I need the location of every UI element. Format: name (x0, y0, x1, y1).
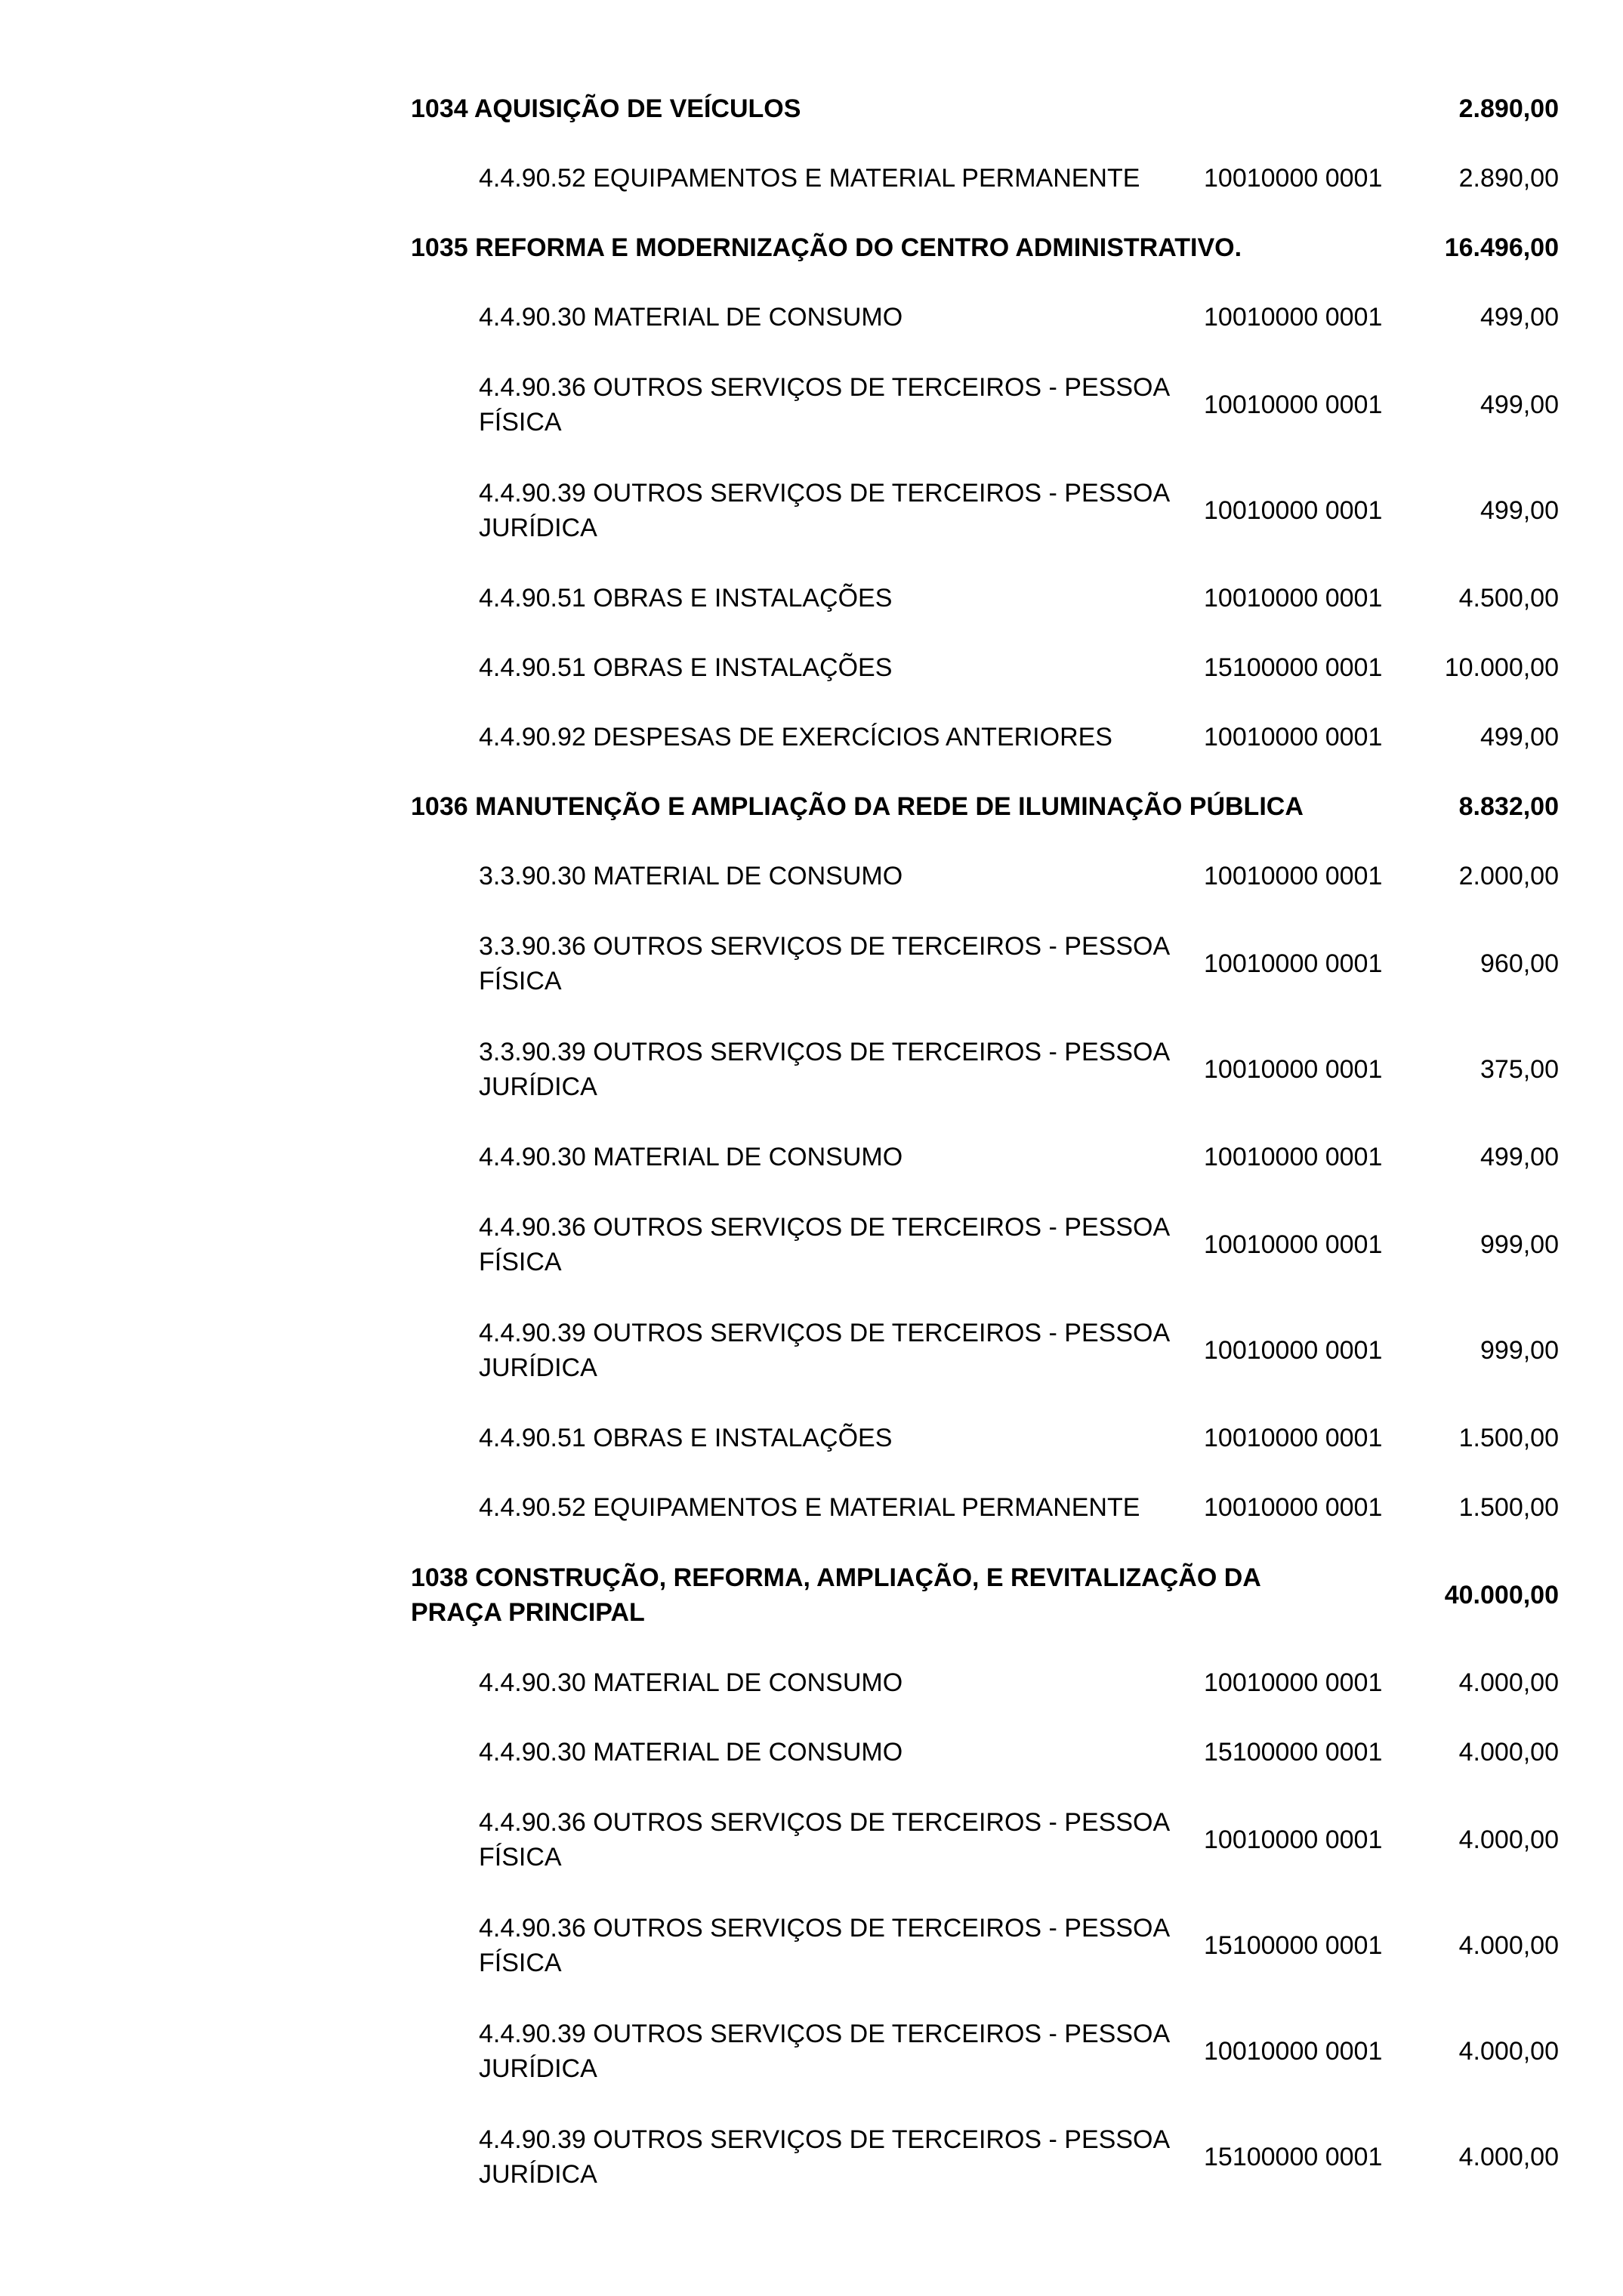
expense-value: 4.000,00 (1458, 2037, 1559, 2066)
expense-source: 10010000 0001 (1204, 1668, 1383, 1697)
expense-source: 10010000 0001 (1204, 1055, 1383, 1084)
action-title: 1036 MANUTENÇÃO E AMPLIAÇÃO DA REDE DE ILUMINAÇÃO PÚBLICA (411, 792, 1304, 821)
expense-row (411, 563, 1559, 633)
expense-value: 4.500,00 (1458, 584, 1559, 613)
action-total: 16.496,00 (1444, 233, 1559, 262)
expense-row (411, 1192, 1559, 1298)
expense-description: 3.3.90.39 OUTROS SERVIÇOS DE TERCEIROS - PESSOA JURÍDICA (479, 1038, 1169, 1101)
expense-description: 3.3.90.36 OUTROS SERVIÇOS DE TERCEIROS - PESSOA FÍSICA (479, 932, 1169, 995)
expense-description: 4.4.90.52 EQUIPAMENTOS E MATERIAL PERMANENTE (479, 1493, 1140, 1522)
expense-description: 4.4.90.36 OUTROS SERVIÇOS DE TERCEIROS - PESSOA FÍSICA (479, 1808, 1169, 1872)
expense-value: 2.890,00 (1458, 164, 1559, 193)
expense-value: 10.000,00 (1444, 653, 1559, 682)
expense-value: 499,00 (1480, 390, 1559, 419)
expense-description: 4.4.90.92 DESPESAS DE EXERCÍCIOS ANTERIORES (479, 723, 1112, 751)
expense-source: 10010000 0001 (1204, 862, 1383, 890)
expense-value: 4.000,00 (1458, 1738, 1559, 1767)
action-header (411, 1542, 1559, 1648)
expense-row (411, 1403, 1559, 1473)
expense-row (411, 1648, 1559, 1717)
expense-source: 10010000 0001 (1204, 164, 1383, 193)
expense-source: 15100000 0001 (1204, 1738, 1383, 1767)
expense-value: 999,00 (1480, 1230, 1559, 1259)
expense-row (411, 633, 1559, 702)
expense-row (411, 1017, 1559, 1122)
action-total: 2.890,00 (1458, 94, 1559, 123)
expense-description: 3.3.90.30 MATERIAL DE CONSUMO (479, 862, 903, 890)
expense-row (411, 1473, 1559, 1542)
expense-source: 10010000 0001 (1204, 723, 1383, 751)
action-header (411, 74, 1559, 144)
expense-description: 4.4.90.39 OUTROS SERVIÇOS DE TERCEIROS - PESSOA JURÍDICA (479, 2020, 1169, 2083)
expense-row (411, 144, 1559, 213)
expense-source: 10010000 0001 (1204, 584, 1383, 613)
expense-value: 2.000,00 (1458, 862, 1559, 890)
expense-description: 4.4.90.36 OUTROS SERVIÇOS DE TERCEIROS - PESSOA FÍSICA (479, 1213, 1169, 1276)
expense-value: 499,00 (1480, 1143, 1559, 1171)
expense-description: 4.4.90.30 MATERIAL DE CONSUMO (479, 1668, 903, 1697)
expense-description: 4.4.90.39 OUTROS SERVIÇOS DE TERCEIROS - PESSOA JURÍDICA (479, 1319, 1169, 1382)
expense-description: 4.4.90.51 OBRAS E INSTALAÇÕES (479, 1424, 893, 1452)
expense-row (411, 1717, 1559, 1787)
expense-value: 499,00 (1480, 303, 1559, 332)
expense-description: 4.4.90.36 OUTROS SERVIÇOS DE TERCEIROS - PESSOA FÍSICA (479, 1914, 1169, 1977)
expense-source: 10010000 0001 (1204, 496, 1383, 525)
expense-row (411, 841, 1559, 911)
expense-description: 4.4.90.51 OBRAS E INSTALAÇÕES (479, 653, 893, 682)
expense-value: 4.000,00 (1458, 1931, 1559, 1960)
expense-description: 4.4.90.30 MATERIAL DE CONSUMO (479, 1143, 903, 1171)
expense-description: 4.4.90.39 OUTROS SERVIÇOS DE TERCEIROS - PESSOA JURÍDICA (479, 479, 1169, 542)
expense-row (411, 911, 1559, 1017)
expense-value: 999,00 (1480, 1336, 1559, 1365)
expense-row (411, 458, 1559, 563)
expense-source: 10010000 0001 (1204, 1143, 1383, 1171)
expense-value: 4.000,00 (1458, 2143, 1559, 2171)
expense-source: 10010000 0001 (1204, 1493, 1383, 1522)
expense-row (411, 2104, 1559, 2210)
expense-row (411, 1298, 1559, 1403)
action-title: 1034 AQUISIÇÃO DE VEÍCULOS (411, 94, 801, 123)
expense-source: 15100000 0001 (1204, 653, 1383, 682)
expense-value: 375,00 (1480, 1055, 1559, 1084)
expense-source: 10010000 0001 (1204, 303, 1383, 332)
expense-row (411, 1998, 1559, 2104)
expense-source: 15100000 0001 (1204, 1931, 1383, 1960)
expense-value: 4.000,00 (1458, 1668, 1559, 1697)
expense-description: 4.4.90.36 OUTROS SERVIÇOS DE TERCEIROS - PESSOA FÍSICA (479, 373, 1169, 437)
action-header (411, 772, 1559, 841)
expense-description: 4.4.90.30 MATERIAL DE CONSUMO (479, 303, 903, 332)
action-total: 8.832,00 (1458, 792, 1559, 821)
expense-row (411, 1787, 1559, 1893)
expense-row (411, 1893, 1559, 1998)
expense-source: 10010000 0001 (1204, 1825, 1383, 1854)
expense-source: 10010000 0001 (1204, 949, 1383, 978)
expense-description: 4.4.90.30 MATERIAL DE CONSUMO (479, 1738, 903, 1767)
expense-row (411, 282, 1559, 352)
expense-source: 10010000 0001 (1204, 1336, 1383, 1365)
expense-value: 960,00 (1480, 949, 1559, 978)
expense-row (411, 702, 1559, 772)
expense-source: 10010000 0001 (1204, 1230, 1383, 1259)
expense-value: 499,00 (1480, 496, 1559, 525)
expense-value: 1.500,00 (1458, 1493, 1559, 1522)
expense-description: 4.4.90.39 OUTROS SERVIÇOS DE TERCEIROS - PESSOA JURÍDICA (479, 2125, 1169, 2189)
budget-document (411, 74, 1559, 2210)
action-title: 1035 REFORMA E MODERNIZAÇÃO DO CENTRO ADMINISTRATIVO. (411, 233, 1242, 262)
action-title: 1038 CONSTRUÇÃO, REFORMA, AMPLIAÇÃO, E REVITALIZAÇÃO DA PRAÇA PRINCIPAL (411, 1563, 1260, 1627)
expense-source: 10010000 0001 (1204, 390, 1383, 419)
expense-value: 1.500,00 (1458, 1424, 1559, 1452)
action-total: 40.000,00 (1444, 1581, 1559, 1609)
expense-row (411, 352, 1559, 458)
expense-value: 499,00 (1480, 723, 1559, 751)
expense-value: 4.000,00 (1458, 1825, 1559, 1854)
expense-source: 10010000 0001 (1204, 1424, 1383, 1452)
expense-description: 4.4.90.52 EQUIPAMENTOS E MATERIAL PERMANENTE (479, 164, 1140, 193)
expense-row (411, 1122, 1559, 1192)
expense-source: 10010000 0001 (1204, 2037, 1383, 2066)
action-header (411, 213, 1559, 282)
expense-source: 15100000 0001 (1204, 2143, 1383, 2171)
expense-description: 4.4.90.51 OBRAS E INSTALAÇÕES (479, 584, 893, 613)
